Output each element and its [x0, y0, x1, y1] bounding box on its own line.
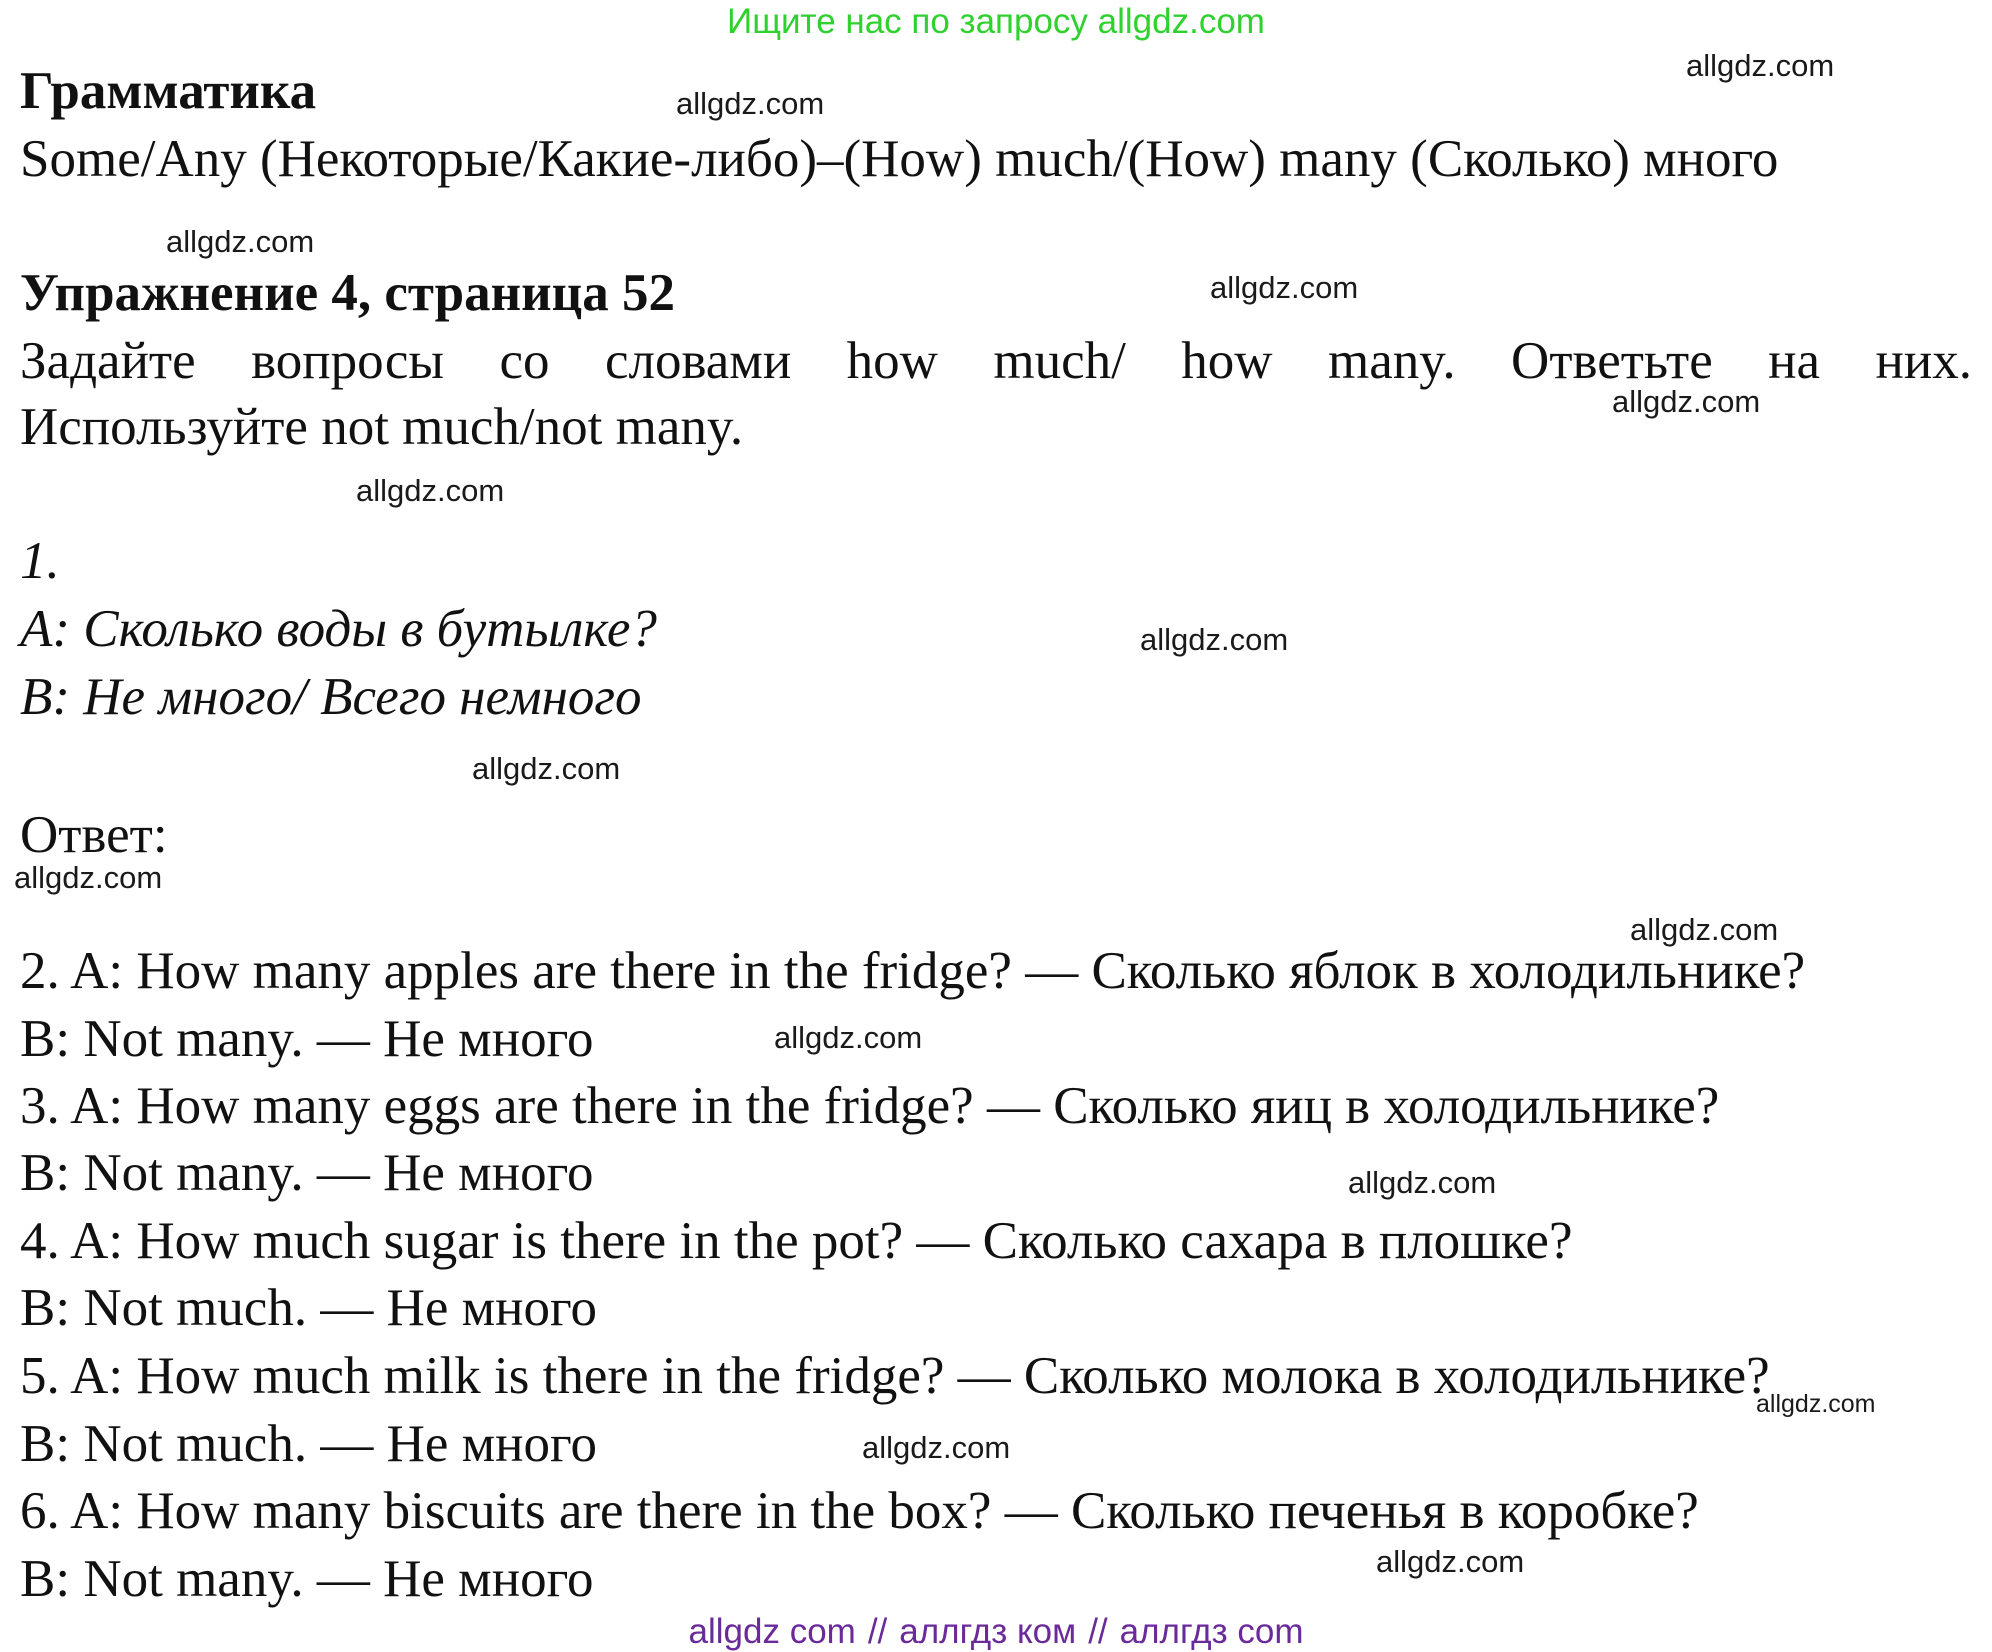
example-number: 1.: [20, 532, 60, 590]
watermark: allgdz.com: [1630, 912, 1779, 947]
task-line-1: Задайте вопросы со словами how much/ how many. Ответьте на них.: [20, 332, 1972, 390]
example-answer: B: Не много/ Всего немного: [20, 668, 642, 726]
watermark: allgdz.com: [472, 751, 621, 786]
bottom-banner-part-3: аллгдз com: [1119, 1612, 1304, 1651]
watermark: allgdz.com: [1686, 48, 1835, 83]
bottom-banner-separator: //: [1088, 1612, 1108, 1651]
watermark: allgdz.com: [676, 86, 825, 121]
watermark: allgdz.com: [1612, 384, 1761, 419]
bottom-banner-part-1: allgdz com: [688, 1612, 856, 1651]
page-heading: Грамматика: [20, 62, 317, 120]
answer-reply-2: B: Not many. — Не много: [20, 1010, 594, 1068]
watermark: allgdz.com: [356, 473, 505, 508]
answer-reply-4: B: Not much. — Не много: [20, 1279, 597, 1337]
answer-question-3: 3. A: How many eggs are there in the fridge? — Сколько яиц в холодильнике?: [20, 1077, 1720, 1135]
answer-reply-5: B: Not much. — Не много: [20, 1415, 597, 1473]
answer-question-6: 6. A: How many biscuits are there in the box? — Сколько печенья в коробке?: [20, 1482, 1699, 1540]
grammar-subtitle: Some/Any (Некоторые/Какие-либо)–(How) much/(How) many (Сколько) много: [20, 130, 1779, 188]
answer-reply-3: B: Not many. — Не много: [20, 1144, 594, 1202]
bottom-banner-separator: //: [867, 1612, 888, 1651]
watermark: allgdz.com: [14, 860, 163, 895]
task-line-2: Используйте not much/not many.: [20, 398, 744, 456]
answer-question-5: 5. A: How much milk is there in the fridge? — Сколько молока в холодильнике?: [20, 1347, 1770, 1405]
answer-question-2: 2. A: How many apples are there in the fridge? — Сколько яблок в холодильнике?: [20, 942, 1806, 1000]
answer-label: Ответ:: [20, 806, 168, 864]
watermark: allgdz.com: [774, 1020, 923, 1055]
example-question: A: Сколько воды в бутылке?: [20, 600, 657, 658]
answer-question-4: 4. A: How much sugar is there in the pot? — Сколько сахара в плошке?: [20, 1212, 1573, 1270]
bottom-banner-part-2: аллгдз ком: [899, 1612, 1077, 1651]
watermark: allgdz.com: [862, 1430, 1011, 1465]
watermark: allgdz.com: [1210, 270, 1359, 305]
bottom-banner: [0, 1612, 1992, 1652]
exercise-title: Упражнение 4, страница 52: [20, 264, 675, 322]
watermark: allgdz.com: [1140, 622, 1289, 657]
watermark: allgdz.com: [1348, 1165, 1497, 1200]
watermark: allgdz.com: [1376, 1544, 1525, 1579]
top-banner: Ищите нас по запросу allgdz.com: [727, 2, 1265, 41]
answer-reply-6: B: Not many. — Не много: [20, 1550, 594, 1608]
watermark: allgdz.com: [1756, 1390, 1876, 1418]
watermark: allgdz.com: [166, 224, 315, 259]
